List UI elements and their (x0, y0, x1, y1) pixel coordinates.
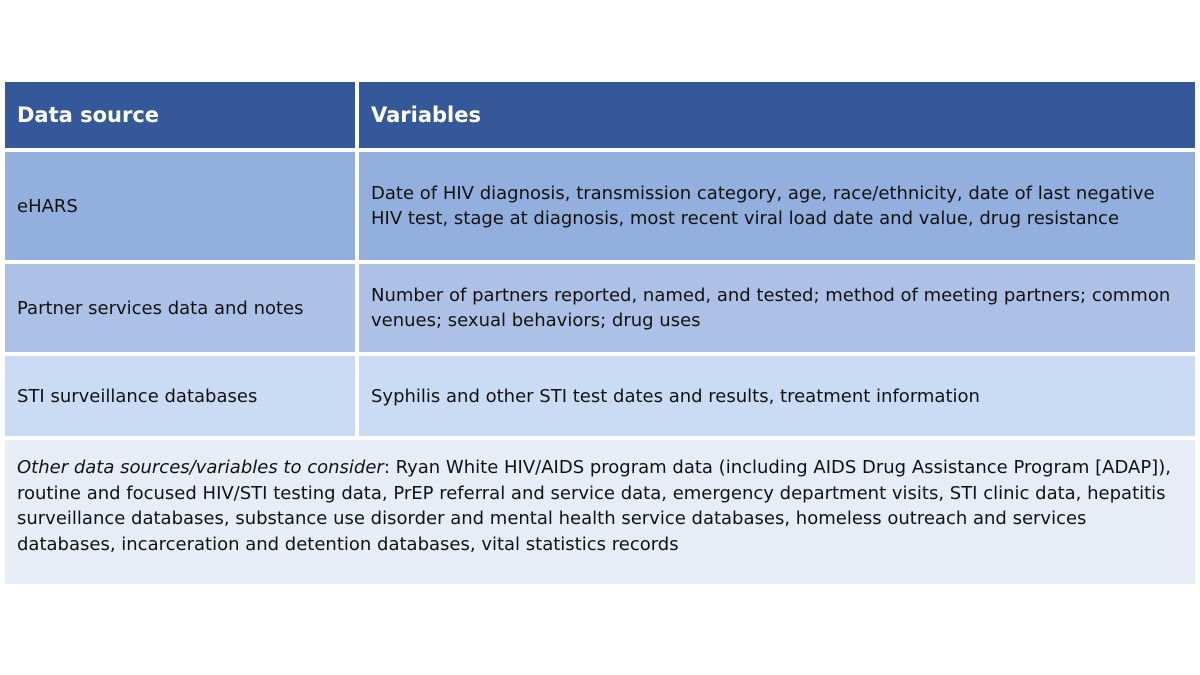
data-source-cell: eHARS (5, 152, 355, 260)
other-sources-note (5, 440, 1195, 584)
table-row (5, 356, 1195, 436)
table-header-row (5, 82, 1195, 148)
note-text: : Ryan White HIV/AIDS program data (including AIDS Drug Assistance Program [ADAP]), routine and focused HIV/STI testing data, PrEP referral and service data, emergency department visits, STI clinic data, hepatitis surveillance databases, substance use disorder and mental health service databases, homeless outreach and services databases, incarceration and detention databases, vital statistics records (17, 457, 1171, 555)
data-source-cell: STI surveillance databases (5, 356, 355, 436)
data-source-cell: Partner services data and notes (5, 264, 355, 352)
header-variables: Variables (359, 82, 1195, 148)
variables-cell: Number of partners reported, named, and tested; method of meeting partners; common venues; sexual behaviors; drug uses (359, 264, 1195, 352)
variables-cell: Syphilis and other STI test dates and results, treatment information (359, 356, 1195, 436)
data-sources-table (5, 82, 1195, 584)
note-label: Other data sources/variables to consider (17, 457, 384, 478)
variables-cell: Date of HIV diagnosis, transmission category, age, race/ethnicity, date of last negative HIV test, stage at diagnosis, most recent viral load date and value, drug resistance (359, 152, 1195, 260)
table-row (5, 264, 1195, 352)
table-row (5, 152, 1195, 260)
header-data-source: Data source (5, 82, 355, 148)
